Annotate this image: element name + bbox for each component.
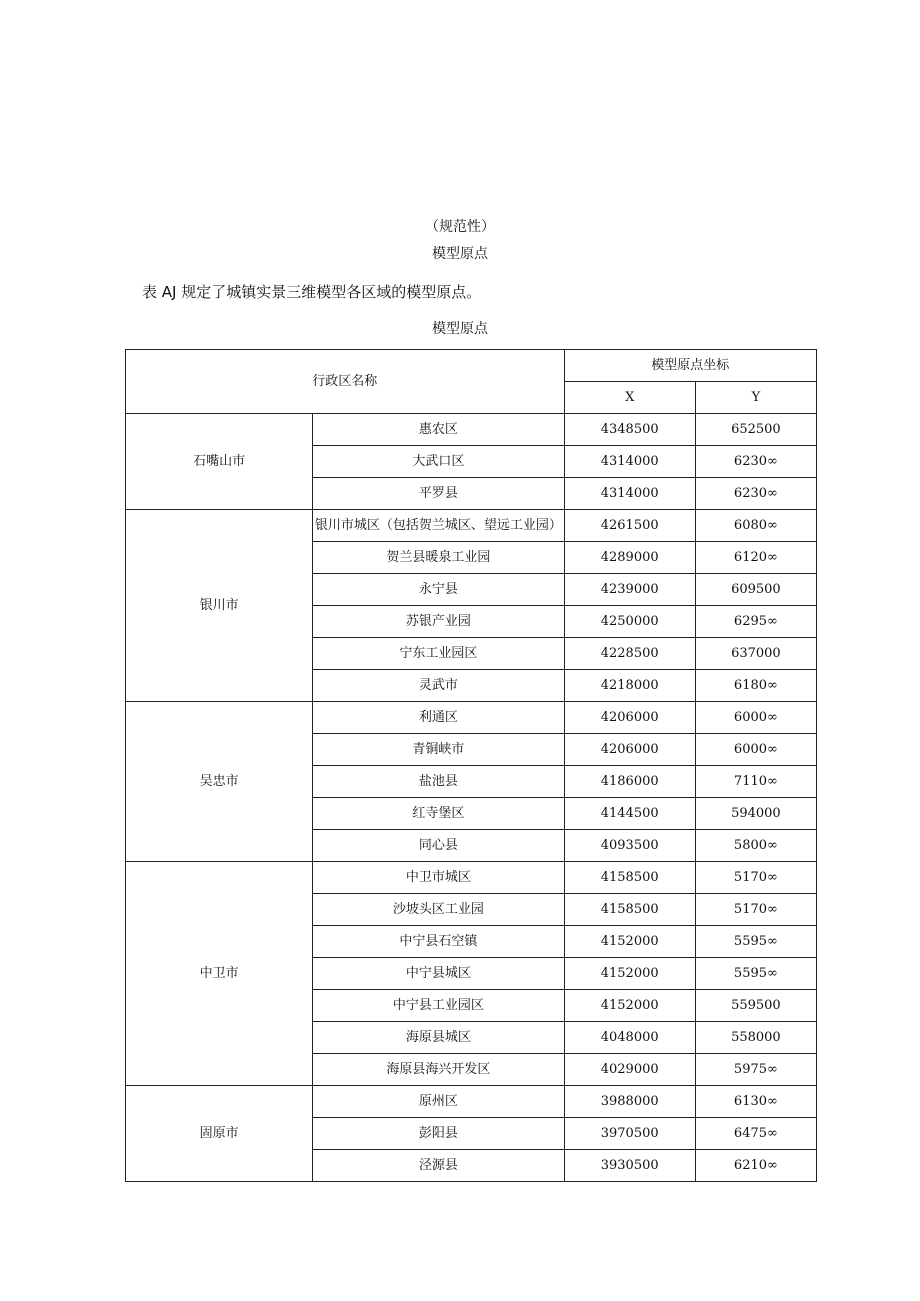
y-coordinate-cell: 6000∞ <box>695 702 816 734</box>
y-coordinate-cell: 5595∞ <box>695 926 816 958</box>
area-name-cell: 灵武市 <box>313 670 564 702</box>
x-coordinate-cell: 4250000 <box>564 606 695 638</box>
table-row <box>126 510 817 542</box>
x-coordinate-cell: 4314000 <box>564 478 695 510</box>
area-name-cell: 原州区 <box>313 1086 564 1118</box>
area-name-cell: 中宁县石空镇 <box>313 926 564 958</box>
y-coordinate-cell: 594000 <box>695 798 816 830</box>
x-coordinate-cell: 4158500 <box>564 862 695 894</box>
area-name-cell: 平罗县 <box>313 478 564 510</box>
x-coordinate-cell: 4206000 <box>564 702 695 734</box>
x-coordinate-cell: 4144500 <box>564 798 695 830</box>
x-coordinate-cell: 4206000 <box>564 734 695 766</box>
annex-title: 模型原点 <box>432 246 488 262</box>
y-coordinate-cell: 652500 <box>695 414 816 446</box>
x-coordinate-cell: 4152000 <box>564 990 695 1022</box>
area-name-cell: 青铜峡市 <box>313 734 564 766</box>
y-coordinate-cell: 6230∞ <box>695 446 816 478</box>
table-row <box>126 414 817 446</box>
x-coordinate-cell: 3988000 <box>564 1086 695 1118</box>
table-body <box>126 414 817 1182</box>
x-coordinate-cell: 4218000 <box>564 670 695 702</box>
area-name-cell: 永宁县 <box>313 574 564 606</box>
city-name-cell: 银川市 <box>126 510 313 702</box>
y-coordinate-cell: 5595∞ <box>695 958 816 990</box>
y-coordinate-cell: 5800∞ <box>695 830 816 862</box>
area-name-cell: 大武口区 <box>313 446 564 478</box>
area-name-cell: 同心县 <box>313 830 564 862</box>
header-region-name: 行政区名称 <box>126 350 565 414</box>
area-name-cell: 海原县城区 <box>313 1022 564 1054</box>
city-name-cell: 吴忠市 <box>126 702 313 862</box>
x-coordinate-cell: 4152000 <box>564 958 695 990</box>
header-origin-coordinates: 模型原点坐标 <box>564 350 816 382</box>
x-coordinate-cell: 3970500 <box>564 1118 695 1150</box>
y-coordinate-cell: 6130∞ <box>695 1086 816 1118</box>
x-coordinate-cell: 4093500 <box>564 830 695 862</box>
x-coordinate-cell: 4239000 <box>564 574 695 606</box>
city-name-cell: 石嘴山市 <box>126 414 313 510</box>
area-name-cell: 贺兰县暖泉工业园 <box>313 542 564 574</box>
area-name-cell: 中宁县工业园区 <box>313 990 564 1022</box>
y-coordinate-cell: 6080∞ <box>695 510 816 542</box>
table-caption: 模型原点 <box>432 321 488 337</box>
x-coordinate-cell: 4314000 <box>564 446 695 478</box>
y-coordinate-cell: 7110∞ <box>695 766 816 798</box>
table-row <box>126 862 817 894</box>
annex-type-label: （规范性） <box>425 219 495 235</box>
area-name-cell: 宁东工业园区 <box>313 638 564 670</box>
area-name-cell: 盐池县 <box>313 766 564 798</box>
area-name-cell: 银川市城区（包括贺兰城区、望远工业园） <box>313 510 564 542</box>
y-coordinate-cell: 5170∞ <box>695 862 816 894</box>
area-name-cell: 彭阳县 <box>313 1118 564 1150</box>
y-coordinate-cell: 559500 <box>695 990 816 1022</box>
area-name-cell: 红寺堡区 <box>313 798 564 830</box>
x-coordinate-cell: 4048000 <box>564 1022 695 1054</box>
city-name-cell: 固原市 <box>126 1086 313 1182</box>
table-row <box>126 702 817 734</box>
y-coordinate-cell: 6295∞ <box>695 606 816 638</box>
x-coordinate-cell: 4261500 <box>564 510 695 542</box>
y-coordinate-cell: 6475∞ <box>695 1118 816 1150</box>
y-coordinate-cell: 5170∞ <box>695 894 816 926</box>
y-coordinate-cell: 6210∞ <box>695 1150 816 1182</box>
header-y: Y <box>695 382 816 414</box>
y-coordinate-cell: 6120∞ <box>695 542 816 574</box>
x-coordinate-cell: 4152000 <box>564 926 695 958</box>
x-coordinate-cell: 4348500 <box>564 414 695 446</box>
area-name-cell: 中卫市城区 <box>313 862 564 894</box>
header-x: X <box>564 382 695 414</box>
area-name-cell: 中宁县城区 <box>313 958 564 990</box>
y-coordinate-cell: 558000 <box>695 1022 816 1054</box>
intro-paragraph: 表 AJ 规定了城镇实景三维模型各区域的模型原点。 <box>142 283 482 301</box>
y-coordinate-cell: 6230∞ <box>695 478 816 510</box>
y-coordinate-cell: 6000∞ <box>695 734 816 766</box>
table-row <box>126 1086 817 1118</box>
x-coordinate-cell: 4228500 <box>564 638 695 670</box>
area-name-cell: 海原县海兴开发区 <box>313 1054 564 1086</box>
model-origin-table <box>125 349 817 1182</box>
y-coordinate-cell: 6180∞ <box>695 670 816 702</box>
x-coordinate-cell: 4186000 <box>564 766 695 798</box>
area-name-cell: 惠农区 <box>313 414 564 446</box>
city-name-cell: 中卫市 <box>126 862 313 1086</box>
area-name-cell: 利通区 <box>313 702 564 734</box>
area-name-cell: 沙坡头区工业园 <box>313 894 564 926</box>
x-coordinate-cell: 4158500 <box>564 894 695 926</box>
area-name-cell: 苏银产业园 <box>313 606 564 638</box>
x-coordinate-cell: 4289000 <box>564 542 695 574</box>
x-coordinate-cell: 3930500 <box>564 1150 695 1182</box>
y-coordinate-cell: 5975∞ <box>695 1054 816 1086</box>
x-coordinate-cell: 4029000 <box>564 1054 695 1086</box>
area-name-cell: 泾源县 <box>313 1150 564 1182</box>
y-coordinate-cell: 609500 <box>695 574 816 606</box>
y-coordinate-cell: 637000 <box>695 638 816 670</box>
